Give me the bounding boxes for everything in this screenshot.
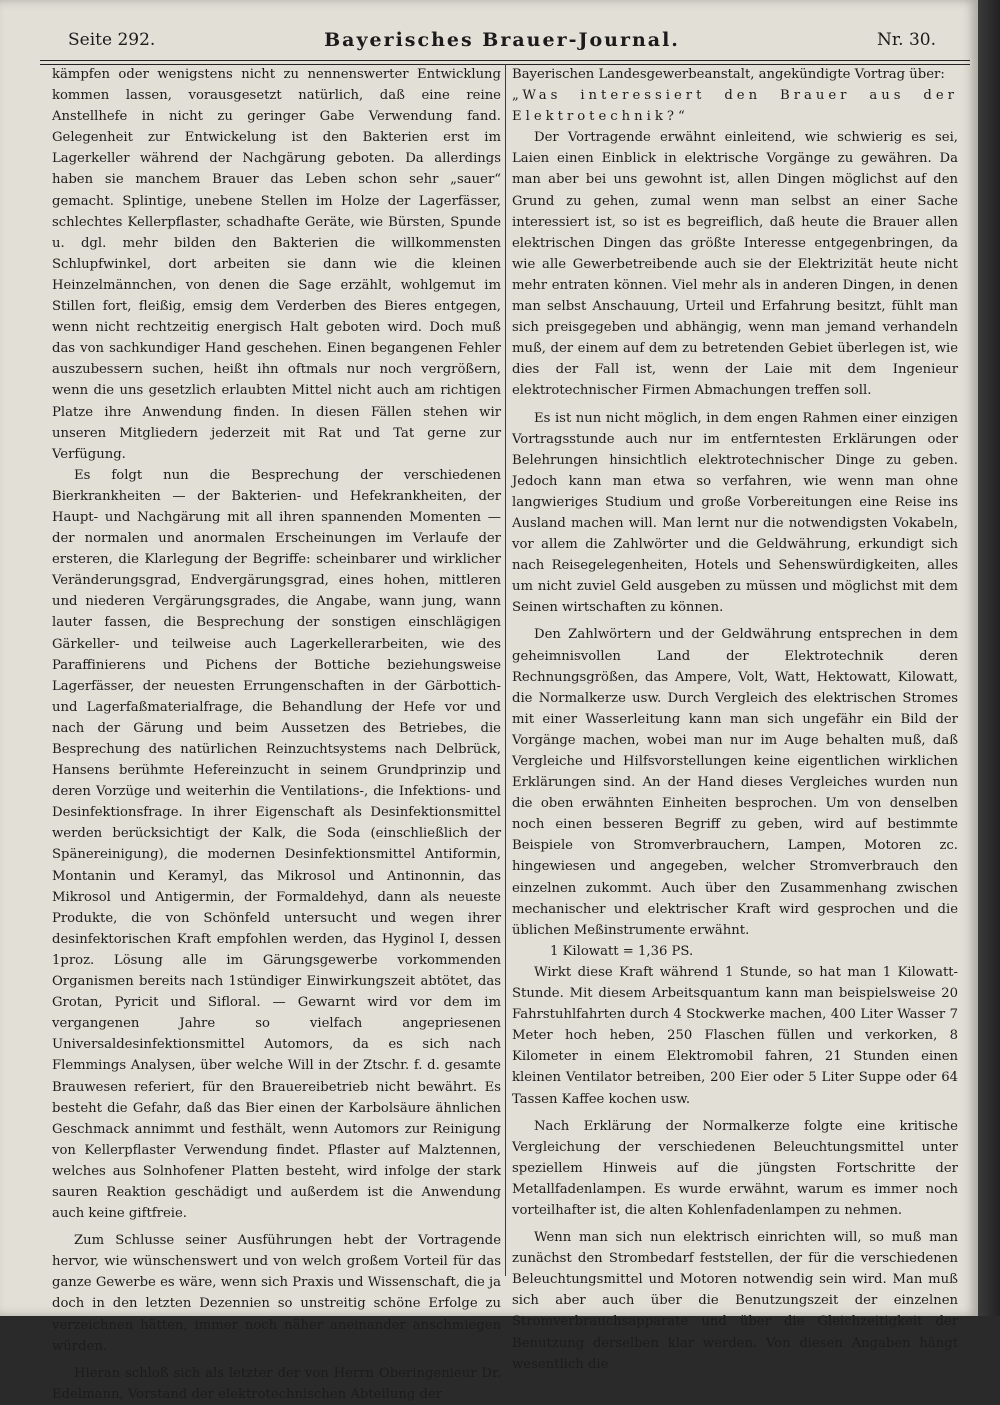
issue-number: Nr. 30. xyxy=(877,30,936,50)
right-column xyxy=(512,64,958,1375)
paragraph: Wirkt diese Kraft während 1 Stunde, so hat man 1 Kilowatt-Stunde. Mit diesem Arbeitsquantum kann man beispielsweise 20 Fahrstuhlfahrten durch 4 Stockwerke machen, 400 Liter Wasser 7 Meter hoch heben, 250 Flaschen füllen und verkorken, 8 Kilometer in einem Elektromobil fahren, 21 Stunden einen kleinen Ventilator betreiben, 200 Eier oder 5 Liter Suppe oder 64 Tassen Kaffee kochen usw. xyxy=(512,964,958,1107)
scan-edge xyxy=(978,0,1000,1316)
paragraph: Zum Schlusse seiner Ausführungen hebt der Vortragende hervor, wie wünschenswert und von welch großem Vorteil für das ganze Gewerbe es wäre, wenn sich Praxis und Wissenschaft, die ja doch in den letzten Dezennien so unstreitig schöne Erfolge zu verzeichnen hätten, immer noch näher aneinander anschmiegen würden. xyxy=(52,1233,501,1354)
paragraph: Wenn man sich nun elektrisch einrichten will, so muß man zunächst den Strombedarf feststellen, der für die verschiedenen Beleuchtungsmittel und Motoren notwendig sein wird. Man muß sich aber auch über die Benutzungszeit der einzelnen Stromverbrauchsapparate und über die Gleichzeitigkeit der Benutzung derselben klar werden. Von diesen Angaben hängt wesentlich die xyxy=(512,1230,958,1372)
page-header xyxy=(68,30,936,54)
paragraph: Den Zahlwörtern und der Geldwährung entsprechen in dem geheimnisvollen Land der Elektrotechnik deren Rechnungsgrößen, das Ampere, Volt, Watt, Hektowatt, Kilowatt, die Normalkerze usw. Durch Vergleich des elektrischen Stromes mit einer Wasserleitung kann man sich ungefähr ein Bild der Vorgänge machen, wobei man nur im Auge behalten muß, daß Vergleiche und Hilfsvorstellungen keine eigentlichen wirklichen Erklärungen sind. An der Hand dieses Vergleiches wurden nun die oben erwähnten Einheiten besprochen. Um von denselben noch einen besseren Begriff zu geben, wird auf bestimmte Beispiele von Stromverbrauchern, Lampen, Motoren zc. hingewiesen und angegeben, welcher Stromverbrauch den einzelnen zukommt. Auch über den Zusammenhang zwischen mechanischer und elektrischer Kraft wird gesprochen und die üblichen Meßinstrumente erwähnt. xyxy=(512,627,958,938)
page-number: Seite 292. xyxy=(68,30,156,50)
paragraph: Nach Erklärung der Normalkerze folgte eine kritische Vergleichung der verschiedenen Beleuchtungsmittel unter speziellem Hinweis auf die jüngsten Fortschritte der Metallfadenlampen. Es wurde erwähnt, warum es immer noch vorteilhafter ist, die alten Kohlenfadenlampen zu nehmen. xyxy=(512,1118,958,1218)
paragraph: Hieran schloß sich als letzter der von Herrn Oberingenieur Dr. Edelmann, Vorstand der elektrotechnischen Abteilung der xyxy=(52,1365,501,1402)
paragraph: kämpfen oder wenigstens nicht zu nennenswerter Entwicklung kommen lassen, vorausgesetzt natürlich, daß eine reine Anstellhefe in nicht zu geringer Gabe Verwendung fand. Gelegenheit zur Entwickelung ist den Bakterien erst im Lagerkeller während der Nachgärung geboten. Da allerdings haben sie manchem Brauer das Leben schon sehr „sauer“ gemacht. Splintige, unebene Stellen im Holze der Lagerfässer, schlechtes Kellerpflaster, schadhafte Geräte, wie Bürsten, Spunde u. dgl. mehr bilden den Bakterien die willkommensten Schlupfwinkel, dort arbeiten sie dann wie die kleinen Heinzelmännchen, von denen die Sage erzählt, wohlgemut im Stillen fort, fleißig, emsig dem Verderben des Bieres entgegen, wenn nicht rechtzeitig energisch Halt geboten wird. Doch muß das von sachkundiger Hand geschehen. Einen begangenen Fehler auszubessern suchen, heißt ihn oftmals nur noch vergrößern, wenn die uns gesetzlich erlaubten Mittel nicht auch am richtigen Platze ihre Anwendung finden. In diesen Fällen stehen wir unseren Mitgliedern jederzeit mit Rat und Tat gerne zur Verfügung. xyxy=(52,67,501,462)
paragraph: Der Vortragende erwähnt einleitend, wie schwierig es sei, Laien einen Einblick in elektrische Vorgänge zu gewähren. Da man aber bei uns gewohnt ist, allen Dingen möglichst auf den Grund zu gehen, zumal wenn man selbst an einer Sache interessiert ist, so ist es begreiflich, daß heute die Brauer allen elektrischen Dingen das größte Interesse entgegenbringen, da wie alle Gewerbetreibende auch sie der Elektrizität heute nicht mehr entraten können. Viel mehr als in anderen Dingen, in denen man selbst Anschauung, Urteil und Erfahrung besitzt, fühlt man sich preisgegeben und abhängig, wenn man jemand verhandeln muß, der einem auf dem zu betretenden Gebiet überlegen ist, wie dies der Fall ist, wenn der Laie mit dem Ingenieur elektrotechnischer Firmen Abmachungen treffen soll. xyxy=(512,130,958,399)
left-column xyxy=(52,64,501,1405)
paragraph: Es ist nun nicht möglich, in dem engen Rahmen einer einzigen Vortragsstunde auch nur im entferntesten Erklärungen oder Belehrungen hinsichtlich elektrotechnischer Dinge zu geben. Jedoch kann man etwa so verfahren, wie wenn man ohne langwieriges Studium und große Vorbereitungen eine Reise ins Ausland machen will. Man lernt nur die notwendigsten Vokabeln, vor allem die Zahlwörter und die Geldwährung, erkundigt sich nach Reisegelegenheiten, Hotels und Sehenswürdigkeiten, alles um nicht zuviel Geld ausgeben zu müssen und möglichst mit dem Seinen wirtschaften zu können. xyxy=(512,410,958,616)
paragraph: Bayerischen Landesgewerbeanstalt, angekündigte Vortrag über: xyxy=(512,67,945,82)
paragraph: Es folgt nun die Besprechung der verschiedenen Bierkrankheiten — der Bakterien- und Hefekrankheiten, der Haupt- und Nachgärung mit all ihren spannenden Momenten — der normalen und anormalen Erscheinungen im Verlaufe der ersteren, die Klarlegung der Begriffe: scheinbarer und wirklicher Veränderungsgrad, Endvergärungsgrad, eines hohen, mittleren und niederen Vergärungsgrades, die Angabe, wann jung, wann lauter fassen, die Besprechung der sonstigen einschlägigen Gärkeller- und teilweise auch Lagerkellerarbeiten, wie des Paraffinierens und Pichens der Bottiche beziehungsweise Lagerfässer, der neuesten Errungenschaften in der Gärbottich- und Lagerfaßmaterialfrage, die Behandlung der Hefe vor und nach der Gärung und beim Aussetzen des Betriebes, die Besprechung des natürlichen Reinzuchtsystems nach Delbrück, Hansens berühmte Hefereinzucht in seinem Grundprinzip und deren Vorzüge und weiterhin die Ventilations-, die Infektions- und Desinfektionsfrage. In ihrer Eigenschaft als Desinfektionsmittel werden berücksichtigt der Kalk, die Soda (einschließlich der Spänereinigung), die modernen Desinfektionsmittel Antiformin, Montanin und Keramyl, das Mikrosol und Antinonnin, das Mikrosol und Antigermin, der Formaldehyd, dann als neueste Produkte, die von Schönfeld untersucht und wegen ihrer desinfektorischen Kraft empfohlen werden, das Hyginol I, dessen 1proz. Lösung alle im Gärungsgewerbe vorkommenden Organismen bereits nach 1stündiger Einwirkungszeit abtötet, das Grotan, Pyricit und Sifloral. — Gewarnt wird vor dem im vergangenen Jahre so vielfach angepriesenen Universaldesinfektionsmittel Automors, da es sich nach Flemmings Analysen, über welche Will in der Ztschr. f. d. gesamte Brauwesen referiert, für den Brauereibetrieb nicht bewährt. Es besteht die Gefahr, daß das Bier einen der Karbolsäure ähnlichen Geschmack annimmt und festhält, wenn Automors zur Reinigung von Kellerpflaster Verwendung findet. Pflaster auf Malztennen, welches aus Solnhofener Platten besteht, wird infolge der stark sauren Reaktion geschädigt und außerdem ist die Anwendung auch keine giftfreie. xyxy=(52,467,501,1222)
column-divider xyxy=(505,64,506,1276)
talk-title: „Was interessiert den Brauer aus der Elektrotechnik?“ xyxy=(512,88,958,125)
formula: 1 Kilowatt = 1,36 PS. xyxy=(550,943,694,959)
journal-title: Bayerisches Brauer-Journal. xyxy=(324,29,680,51)
